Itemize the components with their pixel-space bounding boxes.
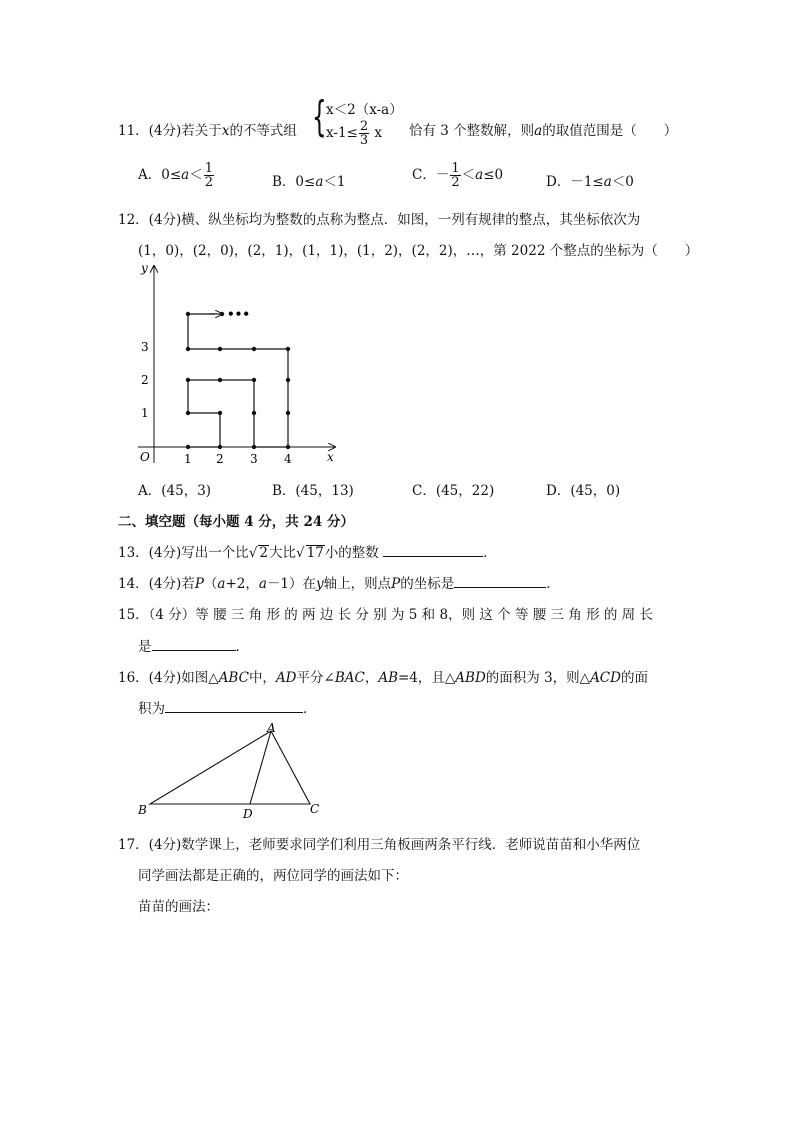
- q17-line1: 17．(4分)数学课上，老师要求同学们利用三角板画两条平行线．老师说苗苗和小华两位: [118, 837, 641, 853]
- q11-optA-den: 2: [204, 175, 213, 190]
- vertex-b-label: B: [138, 803, 147, 817]
- q11-sys2-post: x: [374, 125, 383, 141]
- q11-sys2-pre: x-1≤: [326, 125, 358, 141]
- q11-brace: {: [312, 92, 327, 141]
- q12-y-label: y: [141, 261, 148, 275]
- q12-x-tick-3: 3: [250, 452, 258, 466]
- q17-line3: 苗苗的画法：: [138, 899, 219, 915]
- q11-optB-post: ＜1: [323, 174, 346, 190]
- point: [186, 411, 190, 415]
- q11-optA-num: 1: [204, 161, 213, 176]
- q13-sqrt-sign: √: [248, 545, 258, 561]
- q11-mid: 的不等式组: [229, 123, 297, 139]
- q11-optC-pre: C．－: [412, 167, 450, 183]
- q12-path: [188, 314, 288, 447]
- q16-t3: ，: [364, 670, 379, 686]
- q11-optD-post: ＜0: [611, 174, 634, 190]
- q14-mid: 轴上，则点: [323, 576, 392, 592]
- q15-line2: [138, 635, 249, 655]
- q11-optC-lt: ＜: [461, 167, 476, 183]
- point: [286, 445, 290, 449]
- q11-optA-pre: A．0≤: [138, 167, 182, 183]
- q14-cmid: +2，: [225, 576, 259, 592]
- q12-line2: (1，0)，(2，0)，(2，1)，(1，1)，(1，2)，(2，2)，…，第 2022 个整点的坐标为（ ）: [138, 243, 699, 259]
- q14-P: P: [194, 576, 204, 592]
- q16-line2: [138, 697, 317, 717]
- q14: [118, 572, 560, 592]
- q16-abd: ABD: [455, 670, 486, 686]
- q16-t4: =4，且△: [398, 670, 456, 686]
- point: [218, 378, 222, 382]
- q12-x-tick-4: 4: [284, 452, 292, 466]
- q16-t6: 的面: [620, 670, 648, 686]
- q11-optC-var: a: [475, 167, 484, 183]
- q14-answer-blank[interactable]: [454, 573, 546, 588]
- q11-fraction: [359, 120, 369, 147]
- q14-open: （: [203, 576, 218, 592]
- q16-t2: 平分∠: [296, 670, 335, 686]
- q14-close: －1）在: [266, 576, 317, 592]
- point: [186, 445, 190, 449]
- q12-y-tick-3: 3: [141, 340, 149, 354]
- q14-a2: a: [258, 576, 267, 592]
- q11-frac-den: 3: [359, 133, 369, 148]
- point: [252, 445, 256, 449]
- q11-suffix-pre: 恰有 3 个整数解，则: [409, 123, 535, 139]
- q11-system-line1: x＜2（x-a）: [326, 102, 403, 118]
- q13: [118, 541, 497, 561]
- q11-option-d[interactable]: [546, 170, 634, 190]
- q12-x-tick-2: 2: [216, 452, 224, 466]
- q11-var-x: x: [221, 123, 230, 139]
- q12-option-b[interactable]: B．(45，13): [272, 483, 354, 499]
- q11-optA-var: a: [181, 167, 190, 183]
- q12-option-c[interactable]: C．(45，22): [412, 483, 495, 499]
- q12-line1: 12．(4分)横、纵坐标均为整数的点称为整点．如图，一列有规律的整点，其坐标依次为: [118, 212, 641, 228]
- q11-suffix: [409, 119, 677, 139]
- q12-figure: [130, 258, 350, 468]
- q16-t1: 中，: [248, 670, 276, 686]
- q14-P2: P: [391, 576, 401, 592]
- q15-line1: 15．（4 分）等 腰 三 角 形 的 两 边 长 分 别 为 5 和 8，则 这 个 等 腰 三 角 形 的 周 长: [118, 607, 653, 623]
- q16-end: ．: [303, 701, 317, 717]
- point: [186, 378, 190, 382]
- q16-bac: BAC: [334, 670, 365, 686]
- q16-pre: 16．(4分)如图△: [118, 670, 219, 686]
- point: [220, 312, 224, 316]
- q11-option-b[interactable]: [272, 170, 345, 190]
- q11-prefix: 11．(4分)若关于: [118, 123, 222, 139]
- q11-optA-frac: [204, 162, 214, 189]
- q15-answer-blank[interactable]: [152, 636, 236, 651]
- q16-line2-pre: 积为: [138, 701, 165, 717]
- q11-optC-den: 2: [451, 175, 460, 190]
- q11-optC-post: ≤0: [483, 167, 504, 183]
- vertex-d-label: D: [243, 807, 253, 821]
- q13-root-2: 17: [306, 545, 324, 561]
- point: [218, 347, 222, 351]
- q14-a1: a: [217, 576, 226, 592]
- point: [218, 445, 222, 449]
- q12-option-a[interactable]: A．(45，3): [138, 483, 212, 499]
- q11-system-line2: [326, 120, 382, 147]
- q12-x-tick-1: 1: [184, 452, 192, 466]
- q16-acd: ACD: [590, 670, 621, 686]
- q12-y-tick-1: 1: [141, 406, 149, 420]
- q14-post: 的坐标是: [400, 576, 455, 592]
- q16-line1: [118, 666, 648, 686]
- q17-line2: 同学画法都是正确的，两位同学的画法如下：: [138, 868, 408, 884]
- q11-optB-pre: B．0≤: [272, 174, 316, 190]
- point: [252, 378, 256, 382]
- point: [252, 411, 256, 415]
- q16-answer-blank[interactable]: [165, 698, 303, 713]
- q11-suffix-post: 的取值范围是（ ）: [542, 123, 678, 139]
- q11-var-a: a: [534, 123, 543, 139]
- q14-end: ．: [546, 576, 560, 592]
- q11-option-a[interactable]: [138, 162, 215, 189]
- q11-optB-var: a: [315, 174, 324, 190]
- q16-ab: AB: [378, 670, 398, 686]
- q13-post: 小的整数: [324, 545, 379, 561]
- q15-end: ．: [235, 639, 249, 655]
- q11-optC-num: 1: [451, 161, 460, 176]
- q13-mid: 大比: [269, 545, 297, 561]
- q12-origin-label: O: [140, 450, 150, 464]
- q11-stem: [118, 119, 297, 139]
- q13-pre: 13．(4分)写出一个比: [118, 545, 249, 561]
- q11-optD-var: a: [603, 174, 612, 190]
- q11-optD-pre: D．－1≤: [546, 174, 604, 190]
- q14-pre: 14．(4分)若: [118, 576, 195, 592]
- q16-ad: AD: [275, 670, 297, 686]
- vertex-c-label: C: [310, 802, 320, 816]
- q12-option-d[interactable]: D．(45，0): [546, 483, 621, 499]
- point: [186, 347, 190, 351]
- q13-sqrt-sign: √: [296, 545, 305, 561]
- q12-y-tick-2: 2: [141, 373, 149, 387]
- q12-ellipsis: •••: [227, 307, 251, 321]
- q11-frac-num: 2: [359, 119, 369, 134]
- q16-abc: ABC: [218, 670, 249, 686]
- q12-x-label: x: [327, 450, 334, 464]
- section-2-title: 二、填空题（每小题 4 分，共 24 分）: [118, 514, 354, 530]
- point: [286, 411, 290, 415]
- q13-end: ．: [483, 545, 497, 561]
- point: [252, 347, 256, 351]
- point: [186, 312, 190, 316]
- q13-root-1: 2: [259, 545, 269, 561]
- point: [286, 378, 290, 382]
- point: [286, 347, 290, 351]
- q16-figure: [130, 720, 340, 825]
- q11-option-c[interactable]: [412, 162, 503, 189]
- q13-answer-blank[interactable]: [383, 542, 483, 557]
- q16-t5: 的面积为 3，则△: [485, 670, 591, 686]
- point: [218, 411, 222, 415]
- q14-y: y: [316, 576, 324, 592]
- q15-line2-pre: 是: [138, 639, 152, 655]
- vertex-a-label: A: [267, 721, 276, 735]
- triangle-abc: [150, 731, 310, 804]
- q11-optC-frac: [450, 162, 460, 189]
- q11-optA-lt: ＜: [189, 167, 203, 183]
